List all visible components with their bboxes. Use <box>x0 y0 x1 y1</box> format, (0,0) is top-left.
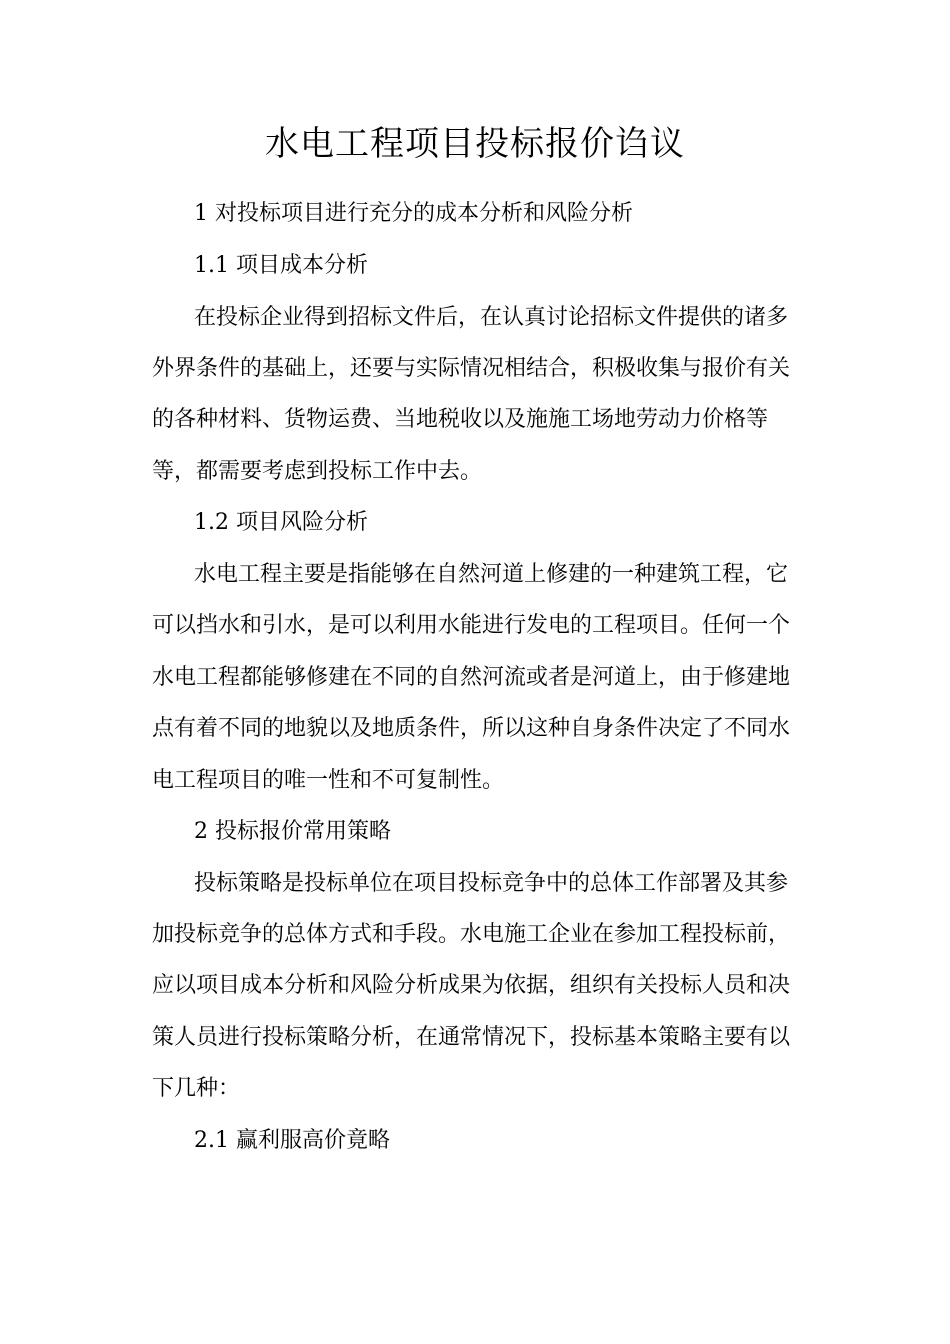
paragraph-line: 水电工程主要是指能够在自然河道上修建的一种建筑工程，它 <box>194 562 789 587</box>
document-title: 水电工程项目投标报价诌议 <box>265 124 685 164</box>
heading-section-2: 2 投标报价常用策略 <box>194 819 391 844</box>
paragraph-line: 电工程项目的唯一性和不可复制性。 <box>152 768 505 793</box>
paragraph-line: 点有着不同的地貌以及地质条件，所以这种自身条件决定了不同水 <box>152 716 791 741</box>
paragraph-line: 应以项目成本分析和风险分析成果为依据，组织有关投标人员和决 <box>152 973 791 998</box>
paragraph-line: 策人员进行投标策略分析，在通常情况下，投标基本策略主要有以 <box>152 1025 791 1050</box>
paragraph-line: 下几种： <box>152 1076 241 1101</box>
paragraph-line: 外界条件的基础上，还要与实际情况相结合，积极收集与报价有关 <box>152 356 791 381</box>
heading-section-1: 1 对投标项目进行充分的成本分析和风险分析 <box>194 201 633 226</box>
heading-section-1-2: 1.2 项目风险分析 <box>194 510 368 535</box>
paragraph-line: 投标策略是投标单位在项目投标竞争中的总体工作部署及其参 <box>194 871 789 896</box>
heading-section-1-1: 1.1 项目成本分析 <box>194 253 368 278</box>
paragraph-line: 在投标企业得到招标文件后，在认真讨论招标文件提供的诸多 <box>194 305 789 330</box>
paragraph-line: 可以挡水和引水，是可以利用水能进行发电的工程项目。任何一个 <box>152 613 791 638</box>
paragraph-line: 水电工程都能够修建在不同的自然河流或者是河道上，由于修建地 <box>152 665 791 690</box>
paragraph-line: 的各种材料、货物运费、当地税收以及施施工场地劳动力价格等 <box>152 407 769 432</box>
heading-section-2-1: 2.1 赢利服高价竟略 <box>194 1128 390 1153</box>
paragraph-line: 等，都需要考虑到投标工作中去。 <box>152 459 483 484</box>
paragraph-line: 加投标竞争的总体方式和手段。水电施工企业在参加工程投标前， <box>152 922 791 947</box>
